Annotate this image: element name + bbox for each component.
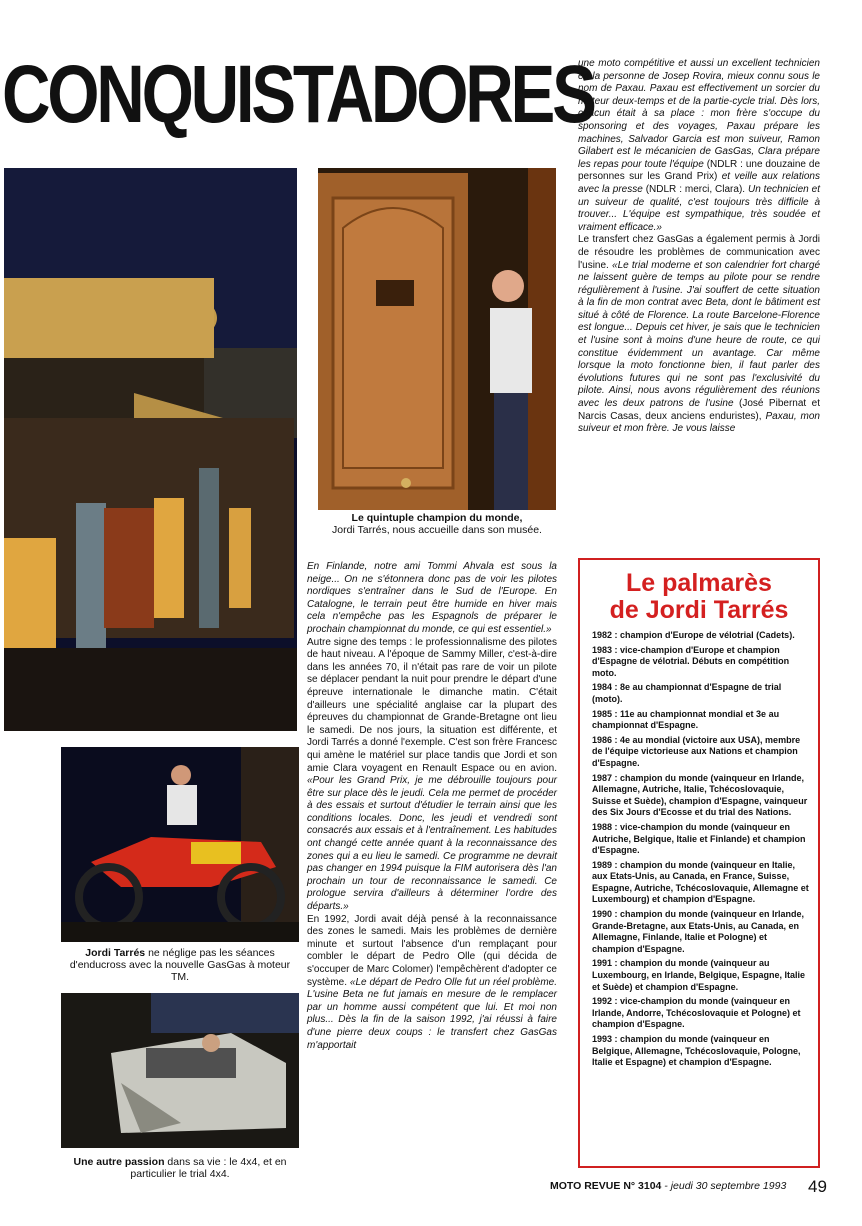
palmares-box	[578, 558, 820, 1168]
issue-date: - jeudi 30 septembre 1993	[661, 1180, 787, 1192]
palmares-entry: 1991 : champion du monde (vainqueur au Luxembourg, en Irlande, Belgique, Espagne, Italie et Suède) et champion d'Espagne.	[592, 958, 806, 992]
paragraph: En Finlande, notre ami Tommi Ahvala est sous la neige... On ne s'étonnera donc pas de voir les pilotes nordiques s'entraîner dans le Sud de l'Europe. En Catalogne, le terrain peut être humide en hiver mais cela n'empêche pas les Espagnols de préparer le prochain championnat du monde, ce qui est essentiel.»	[307, 561, 557, 635]
palmares-entry: 1992 : vice-champion du monde (vainqueur en Irlande, Andorre, Tchécoslovaquie et Pologne) et champion d'Espagne.	[592, 996, 801, 1030]
palmares-entry: 1990 : champion du monde (vainqueur en Irlande, Grande-Bretagne, aux Etats-Unis, au Canada, en Allemagne, Finlande, Italie et Pologne) et champion d'Espagne.	[592, 909, 805, 954]
page-footer	[550, 1180, 786, 1192]
palmares-entry: 1982 : champion d'Europe de vélotrial (Cadets).	[592, 630, 795, 640]
article-column-middle	[307, 561, 557, 1052]
palmares-entry: 1986 : 4e au mondial (victoire aux USA), membre de l'équipe victorieuse aux Nations et champion d'Espagne.	[592, 734, 801, 768]
palmares-entry: 1993 : champion du monde (vainqueur en Belgique, Allemagne, Tchécoslovaquie, Pologne, Italie et Espagne) et champion d'Espagne.	[592, 1034, 801, 1068]
caption-passion	[61, 1156, 299, 1180]
caption-enduro-bold: Jordi Tarrés	[85, 947, 146, 959]
caption-museum-bold: Le quintuple champion du monde,	[351, 512, 523, 524]
quote-text: et veille aux relations avec la presse	[578, 171, 820, 195]
caption-museum-text: Jordi Tarrés, nous accueille dans son musée.	[332, 524, 542, 536]
caption-passion-bold: Une autre passion	[73, 1156, 165, 1168]
caption-museum	[318, 512, 556, 536]
palmares-entry: 1988 : vice-champion du monde (vainqueur en Autriche, Belgique, Italie et Finlande) et champion d'Espagne.	[592, 821, 806, 856]
paragraph-text: Autre signe des temps : le professionnalisme des pilotes de haut niveau. A l'époque de Sammy Miller, c'est-à-dire dans les années 70, il n'était pas rare de voir un pilote se déplacer pendant la nuit pour prendre le départ d'une épreuve internationale le dimanche matin. C'était d'ailleurs une spécialité anglaise car la plupart des épreuves du championnat de Grande-Bretagne ont lieu le samedi. De nos jours, la situation est différente, et Jordi Tarrés a donné l'exemple. C'est son frère Francesc qui amène le matériel sur place tandis que Jordi et son amie Clara voyagent en Renault Espace ou en avion.	[307, 636, 557, 774]
palmares-entry: 1984 : 8e au championnat d'Espagne de trial (moto).	[592, 682, 782, 704]
article-column-right	[578, 58, 820, 436]
palmares-entry: 1983 : vice-champion d'Europe et champion d'Espagne de vélotrial. Débuts en compétition moto.	[592, 644, 790, 678]
quote-text: Paxau, mon suiveur et mon frère. Je vous laisse	[578, 410, 820, 435]
quote-text: «Le trial moderne et son calendrier fort chargé ne laissent guère de temps au pilote pour se rendre régulièrement à l'usine. J'ai souffert de cette situation à la fin de mon contrat avec Beta, dont le bâtiment est situé à côté de Florence. La route Barcelone-Florence est longue... Depuis cet hiver, je sais que le technicien et l'usine sont à moins d'une heure de route, ce qui constitue évidemment un avantage. Car même lorsque la moto fonctionne bien, il faut parler des évolutions futures qui ne sont pas l'exclusivité du pilote. Ainsi, nous avons régulièrement des réunions avec les deux patrons de l'usine	[578, 259, 820, 410]
paragraph	[307, 914, 557, 1053]
quote-text: Un technicien et un suiveur de qualité, c'est toujours très difficile à trouver... L'équipe est sympathique, très soudée et vraiment efficace.»	[578, 183, 820, 233]
page-number: 49	[808, 1177, 827, 1196]
paragraph-text: Le transfert chez GasGas a également permis à Jordi de résoudre les problèmes de communication avec l'usine.	[578, 234, 820, 271]
palmares-list	[592, 630, 810, 1072]
palmares-title-line1: Le palmarès	[626, 569, 772, 597]
photo-enduro	[61, 747, 299, 942]
caption-passion-text: dans sa vie : le 4x4, et en particulier le trial 4x4.	[130, 1156, 287, 1180]
paragraph-text: (NDLR : une douzaine de personnes sur les Grand Prix)	[578, 158, 821, 183]
palmares-entry: 1985 : 11e au championnat mondial et 3e au championnat d'Espagne.	[592, 708, 780, 731]
caption-enduro	[61, 947, 299, 983]
paragraph-text: (José Pibernat et Narcis Casas, deux anciens enduristes),	[578, 398, 820, 422]
paragraph-text: En 1992, Jordi avait déjà pensé à la reconnaissance des zones le samedi. Mais les problèmes de dernière minute et surtout l'absence d'un remplaçant pour combler le départ de Pedro Olle (qui décida de s'occuper de Marc Colomer) l'empêchèrent d'adopter ce système.	[307, 913, 557, 988]
paragraph	[578, 234, 820, 436]
photo-door	[318, 168, 556, 510]
palmares-title-line2: de Jordi Tarrés	[609, 596, 789, 624]
paragraph	[578, 58, 820, 234]
caption-enduro-text: ne néglige pas les séances d'enducross avec la nouvelle GasGas à moteur TM.	[69, 947, 291, 983]
page-title: CONQUISTADORES	[2, 49, 594, 140]
quote-text: une moto compétitive et aussi un excellent technicien en la personne de Josep Rovira, mieux connu sous le nom de Paxau. Paxau est effectivement un sorcier du moteur deux-temps et de la partie-cycle trial. Dès lors, chacun était à sa place : mon frère s'occupe du sponsoring et des voyages, Paxau prépare les machines, Salvador Garcia est mon suiveur, Ramon Gilabert est le mécanicien de GasGas, Clara prépare les repas pour toute l'équipe	[578, 58, 820, 170]
paragraph-text: (NDLR : merci, Clara).	[642, 183, 746, 195]
palmares-title	[580, 570, 818, 624]
photo-building	[4, 168, 297, 731]
photo-4x4	[61, 993, 299, 1148]
quote-text: «Le départ de Pedro Olle fut un réel problème. L'usine Beta ne fut jamais en mesure de le remplacer par un homme aussi compétent que lui. Et moi non plus... Dès la fin de la saison 1992, j'ai réussi à faire d'une pierre deux coups : le transfert chez GasGas m'apportait	[307, 976, 557, 1051]
magazine-name: MOTO REVUE N° 3104	[550, 1180, 662, 1192]
quote-text: «Pour les Grand Prix, je me débrouille toujours pour être sur place dès le jeudi. Cela me permet de procéder à des essais et surtout d'étudier le terrain ainsi que les conditions locales. Donc, les jeudi et vendredi sont consacrés aux essais et à l'entraînement. Les habitudes ont changé cette année quant à la reconnaissance des zones qui a eu lieu le samedi. Ce programme ne devrait pas changer en 1994 puisque la FIM autorisera dès l'an prochain un tour de reconnaissance le samedi. Ce prologue servira d'ailleurs à déterminer l'ordre des départs.»	[307, 775, 557, 913]
palmares-entry: 1989 : champion du monde (vainqueur en Italie, aux Etats-Unis, au Canada, en France, Suisse, Espagne, Autriche, Tchécoslovaquie, Allemagne et Luxembourg) et champion d'Espagne.	[592, 859, 809, 905]
palmares-entry: 1987 : champion du monde (vainqueur en Irlande, Allemagne, Autriche, Italie, Tchécoslovaquie, Suisse et Suède), champion d'Espagne, vainqueur des Six Jours d'Ecosse et du trial des Nations.	[592, 772, 808, 818]
paragraph	[307, 637, 557, 914]
